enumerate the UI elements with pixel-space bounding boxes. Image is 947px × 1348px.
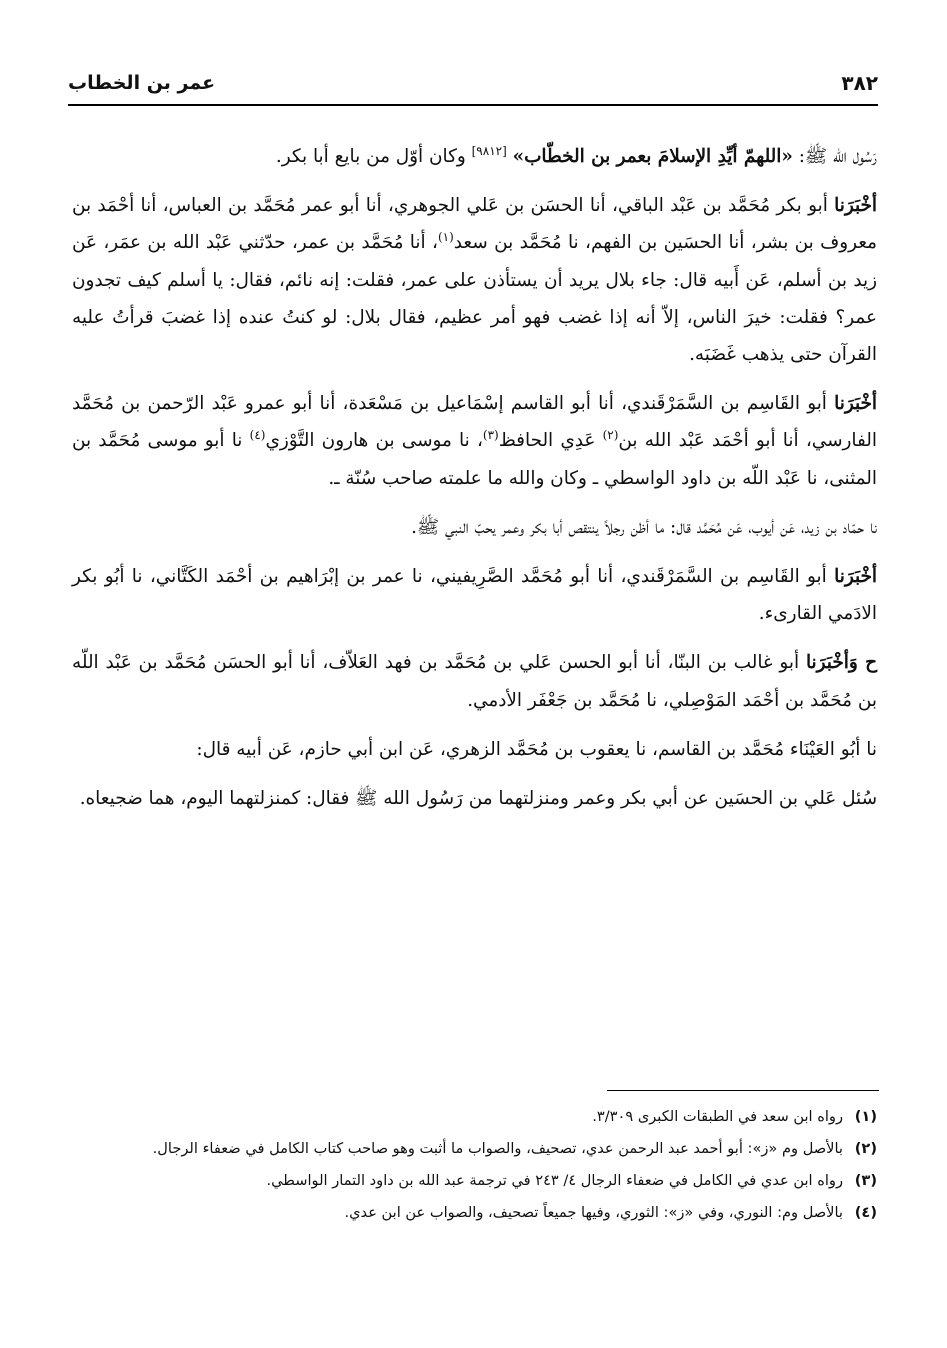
page-number: ٣٨٢ (841, 71, 878, 95)
text: أبو القَاسِم بن السَّمَرْقَندي، أنا أبو القاسم إسْمَاعيل بن مَسْعَدة، أنا أبو عمرو عَبْد الرّحمن بن مُحَمَّد الفارسي، أنا أبو أحْمَد عَبْد الله بن (72, 393, 877, 452)
narration-keyword: أخْبَرَنا (834, 195, 877, 217)
paragraph-5 (72, 558, 877, 632)
footnote-text: رواه ابن عدي في الكامل في ضعفاء الرجال ٤/ ٢٤٣ في ترجمة عبد الله بن داود التمار الواسطي. (266, 1172, 843, 1189)
paragraph-4: نا حمّاد بن زيد، عَن أيوب، عَن مُحَمَّد قال: ما أظن رجلاً ينتقص أبا بكر وعمر يحبّ النبي ﷺ. (411, 516, 877, 538)
paragraph-3 (72, 385, 877, 497)
text: نا أبو موسى مُحَمَّد بن المثنى، نا عَبْد اللّه بن داود الواسطي ـ وكان والله ما علمته صاحب سُنّة ـ. (72, 430, 877, 489)
footnote-ref: (٢) (602, 428, 619, 443)
narration-keyword: أخْبَرَنا (834, 393, 877, 415)
hadith-quote: «اللهمّ أيِّدِ الإسلامَ بعمر بن الخطّاب» (512, 146, 793, 167)
text: ، أنا مُحَمَّد بن عمر، حدّثني عَبْد الله بن عمَر، عَن زيد بن أسلم، عَن أَبيه قال: جاء بلال يريد أن يستأذن على عمر، فقلت: إنه نائم، فقال: يا أسلم كيف تجدون عمر؟ فقلت: خيرَ الناس، إلاّ أنه إذا غضب فهو أمر عظيم، فقال بلال: لو كنتُ عنده إذا غضبَ قرأتُ عليه القرآن حتى يذهب غَضَبَه. (72, 232, 877, 366)
footnote-number: (٢) (854, 1140, 877, 1157)
text: ، نا موسى بن هارون التَّوْزي (265, 430, 483, 452)
footnote (75, 1136, 877, 1162)
narration-keyword: أخْبَرَنا (834, 566, 877, 588)
footnote (75, 1168, 877, 1194)
footnote-number: (٤) (854, 1204, 877, 1221)
footnote-number: (٣) (854, 1172, 877, 1189)
footnote-ref: (٤) (249, 428, 266, 443)
text: عَدِي الحافظ (498, 430, 603, 452)
footnote-number: (١) (854, 1108, 877, 1125)
main-text (72, 138, 877, 829)
footnote-text: رواه ابن سعد في الطبقات الكبرى ٣/٣٠٩. (592, 1108, 843, 1125)
footnote-text: بالأصل وم: النوري، وفي «ز»: الثوري، وفيها جميعاً تصحيف، والصواب عن ابن عدي. (344, 1204, 843, 1221)
hadith-number: [٩٨١٢] (471, 143, 507, 158)
footnote-ref: (٣) (482, 428, 499, 443)
narration-keyword: ح وَأخْبَرَنا (805, 652, 877, 674)
text: أبو القَاسِم بن السَّمَرْقَندي، أنا أبو مُحَمَّد الصَّرِيفيني، نا عمر بن إبْرَاهيم بن أحْمَد الكَتَّاني، نا أبُو بكر الادَمي القارىء. (72, 566, 877, 625)
footnotes (75, 1104, 877, 1232)
paragraph-6 (72, 644, 877, 718)
text: رَسُول الله ﷺ: (792, 146, 877, 167)
text: وكان أوّل من بايع أبا بكر. (275, 146, 472, 167)
footnote (75, 1200, 877, 1226)
footnote-ref: (١) (437, 230, 454, 245)
paragraph-1 (72, 138, 877, 175)
page-header (68, 62, 878, 106)
text: أبو بكر مُحَمَّد بن عَبْد الباقي، أنا الحسَن بن عَلي الجوهري، أنا أبو عمر مُحَمَّد بن العباس، أنا أحْمَد بن معروف بن بشر، أنا الحسَين بن الفهم، نا مُحَمَّد بن سعد (72, 195, 877, 254)
paragraph-2 (72, 187, 877, 373)
paragraph-7: نا أبُو العَيْنَاء مُحَمَّد بن القاسم، نا يعقوب بن مُحَمَّد الزهري، عَن ابن أبي حازم، عَن أبيه قال: (196, 738, 877, 760)
footnote-separator (607, 1090, 879, 1091)
footnote-text: بالأصل وم «ز»: أبو أحمد عبد الرحمن عدي، تصحيف، والصواب ما أثبت وهو صاحب كتاب الكامل في ضعفاء الرجال. (152, 1140, 843, 1157)
running-title: عمر بن الخطاب (68, 72, 216, 94)
text: أبو غالب بن البنّا، أنا أبو الحسن عَلي بن مُحَمَّد بن فهد العَلاّف، أنا أبو الحسَن مُحَمَّد بن عَبْد اللّه بن مُحَمَّد بن أحْمَد المَوْصِلي، نا مُحَمَّد بن جَعْفَر الأدمي. (72, 652, 877, 711)
footnote (75, 1104, 877, 1130)
paragraph-8: سُئل عَلي بن الحسَين عن أبي بكر وعمر ومنزلتهما من رَسُول الله ﷺ فقال: كمنزلتهما اليوم، هما ضجيعاه. (79, 788, 877, 810)
